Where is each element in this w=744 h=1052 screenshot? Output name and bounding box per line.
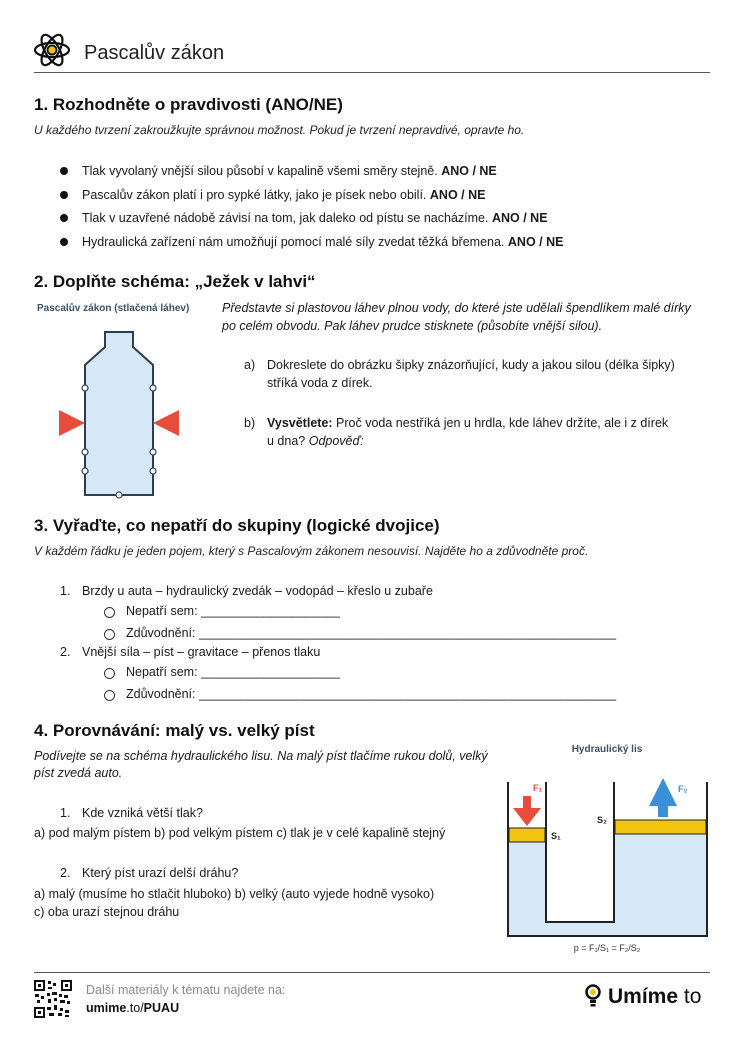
group-2-text: Vnější síla – píst – gravitace – přenos tlaku: [82, 645, 321, 659]
answer-option[interactable]: ANO / NE: [507, 235, 564, 249]
section3-heading: 3. Vyřaďte, co nepatří do skupiny (logické dvojice): [34, 516, 440, 535]
section3-instruction: V každém řádku je jeden pojem, který s Pascalovým zákonem nesouvisí. Najděte ho a zdůvodněte proč.: [34, 544, 589, 558]
option-circle[interactable]: [104, 668, 115, 679]
bottle-diagram: [55, 325, 185, 500]
bullet: [60, 167, 68, 175]
statement-1: Tlak vyvolaný vnější silou působí v kapalině všemi směry stejně. ANO / NE: [82, 164, 497, 178]
task-a-line2: stříká voda z dírek.: [267, 376, 373, 390]
pinhole-icon: [150, 385, 156, 391]
question-1: Kde vzniká větší tlak?: [82, 806, 203, 820]
small-piston: [509, 828, 545, 842]
label-s1: S₁: [551, 831, 561, 841]
footer-divider: [34, 972, 710, 973]
bullet: [60, 214, 68, 222]
task-b-label: b): [244, 416, 256, 430]
pinhole-icon: [150, 468, 156, 474]
task-b-line2: u dna? Odpověď:: [267, 434, 364, 448]
section2-intro-line2: po celém obvodu. Pak láhev prudce stisknete (působíte vnější silou).: [222, 319, 603, 333]
section4-intro-line2: píst zvedá auto.: [34, 766, 123, 780]
answer-option[interactable]: ANO / NE: [491, 211, 548, 225]
task-b-line1: Vysvětlete: Proč voda nestříká jen u hrdla, kde láhev držíte, ale i z dírek: [267, 416, 669, 430]
qr-code-icon[interactable]: [34, 980, 72, 1018]
hydraulic-press-diagram: [500, 740, 716, 960]
statement-3: Tlak v uzavřené nádobě závisí na tom, jak daleko od pístu se nacházíme. ANO / NE: [82, 211, 548, 225]
statement-2: Pascalův zákon platí i pro sypké látky, jako je písek nebo obilí. ANO / NE: [82, 188, 486, 202]
group-1-text: Brzdy u auta – hydraulický zvedák – vodopád – křeslo u zubaře: [82, 584, 433, 598]
page-title: Pascalův zákon: [84, 42, 225, 64]
pinhole-icon: [82, 449, 88, 455]
hydraulic-liquid: [508, 834, 707, 936]
group-1-reason[interactable]: Zdůvodnění: ____________________________________________________________: [126, 626, 617, 640]
up-arrow-icon: [649, 778, 677, 806]
group-1-number: 1.: [60, 584, 71, 598]
question-2-answers-line2[interactable]: c) oba urazí stejnou dráhu: [34, 905, 180, 919]
section4-heading: 4. Porovnávání: malý vs. velký píst: [34, 721, 315, 740]
answer-prompt[interactable]: Odpověď:: [308, 434, 364, 448]
question-2: Který píst urazí delší dráhu?: [82, 866, 239, 880]
brand-logo-text: Umíme to: [608, 985, 702, 1008]
pinhole-icon: [82, 468, 88, 474]
question-2-number: 2.: [60, 866, 71, 880]
task-a-line1: Dokreslete do obrázku šipky znázorňující, kudy a jakou silou (délka šipky): [267, 358, 675, 372]
left-force-arrow-icon: [59, 410, 85, 436]
question-1-answers[interactable]: a) pod malým pístem b) pod velkým pístem c) tlak je v celé kapalině stejný: [34, 826, 446, 840]
section2-heading: 2. Doplňte schéma: „Ježek v lahvi“: [34, 272, 316, 291]
formula: p = F₁/S₁ = F₂/S₂: [573, 943, 641, 953]
down-arrow-shaft: [523, 796, 531, 810]
question-1-number: 1.: [60, 806, 71, 820]
group-2-reason[interactable]: Zdůvodnění: ____________________________________________________________: [126, 687, 617, 701]
option-circle[interactable]: [104, 690, 115, 701]
option-circle[interactable]: [104, 607, 115, 618]
pinhole-icon: [150, 449, 156, 455]
group-1-not-belong[interactable]: Nepatří sem: ____________________: [126, 604, 341, 618]
atom-logo-icon: [32, 30, 72, 70]
answer-option[interactable]: ANO / NE: [441, 164, 497, 178]
section4-intro-line1: Podívejte se na schéma hydraulického lisu. Na malý píst tlačíme rukou dolů, velký: [34, 749, 488, 763]
label-s2: S₂: [597, 815, 608, 825]
up-arrow-shaft: [658, 804, 668, 817]
label-f1: F₁: [533, 783, 543, 793]
section2-intro-line1: Představte si plastovou láhev plnou vody, do které jste udělali špendlíkem malé dírky: [222, 301, 691, 315]
footer-link[interactable]: umime.to/PUAU: [86, 1001, 180, 1015]
statement-4: Hydraulická zařízení nám umožňují pomocí malé síly zvedat těžká břemena. ANO / NE: [82, 235, 564, 249]
footer-text: Další materiály k tématu najdete na:: [86, 983, 286, 997]
right-force-arrow-icon: [153, 410, 179, 436]
bullet: [60, 238, 68, 246]
large-piston: [615, 820, 706, 834]
diagram-title: Hydraulický lis: [571, 744, 643, 755]
section1-heading: 1. Rozhodněte o pravdivosti (ANO/NE): [34, 95, 343, 114]
answer-option[interactable]: ANO / NE: [429, 188, 486, 202]
task-a-label: a): [244, 358, 256, 372]
bottle-figure-caption: Pascalův zákon (stlačená láhev): [37, 303, 190, 314]
pinhole-icon: [116, 492, 122, 498]
group-2-number: 2.: [60, 645, 71, 659]
group-2-not-belong[interactable]: Nepatří sem: ____________________: [126, 665, 341, 679]
bullet: [60, 191, 68, 199]
container-inner-wall: [546, 782, 614, 922]
header-divider: [34, 72, 710, 73]
option-circle[interactable]: [104, 629, 115, 640]
section1-instruction: U každého tvrzení zakroužkujte správnou možnost. Pokud je tvrzení nepravdivé, opravte ho.: [34, 123, 525, 137]
label-f2: F₂: [678, 784, 688, 794]
bottle-shape: [85, 332, 153, 495]
lightbulb-icon: [584, 983, 602, 1011]
pinhole-icon: [82, 385, 88, 391]
down-arrow-icon: [513, 808, 541, 826]
question-2-answers-line1[interactable]: a) malý (musíme ho stlačit hluboko) b) velký (auto vyjede hodně vysoko): [34, 887, 435, 901]
